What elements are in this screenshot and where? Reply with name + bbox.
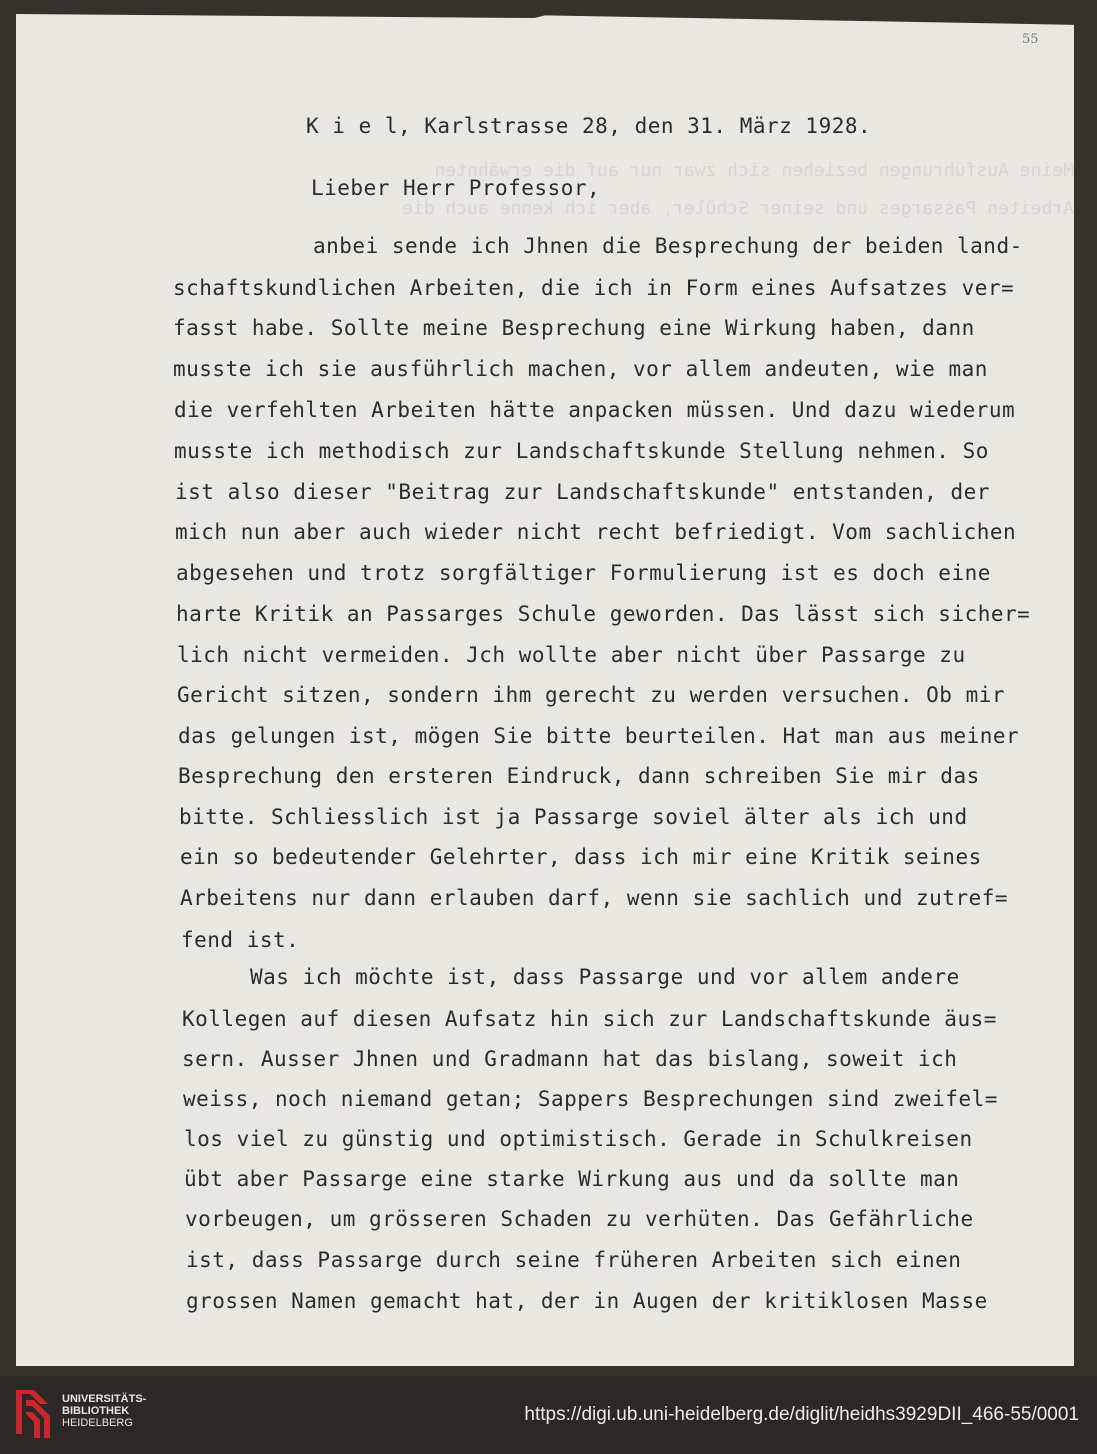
footer-bar (0, 1376, 1097, 1454)
bleed-through-line: Arbeiten Passarges und seiner Schüler, aber ich kenne auch die (402, 198, 1074, 219)
letter-line: mich nun aber auch wieder nicht recht befriedigt. Vom sachlichen (175, 520, 1017, 544)
letter-line: Gericht sitzen, sondern ihm gerecht zu werden versuchen. Ob mir (177, 683, 1006, 707)
letter-line: fend ist. (181, 928, 300, 952)
letter-line: Was ich möchte ist, dass Passarge und vor allem andere (250, 965, 960, 989)
letter-line: schaftskundlichen Arbeiten, die ich in Form eines Aufsatzes ver= (173, 276, 1015, 300)
letter-line: ein so bedeutender Gelehrter, dass ich mir eine Kritik seines (180, 845, 982, 869)
page-mark: 55 (1022, 32, 1039, 47)
letter-line: musste ich sie ausführlich machen, vor allem andeuten, wie man (173, 357, 988, 381)
letter-line: sern. Ausser Jhnen und Gradmann hat das bislang, soweit ich (182, 1047, 958, 1071)
letter-dateline: K i e l, Karlstrasse 28, den 31. März 1928. (306, 114, 872, 138)
library-name-line: UNIVERSITÄTS- (62, 1393, 147, 1405)
letter-line: Arbeitens nur dann erlauben darf, wenn sie sachlich und zutref= (180, 886, 1009, 910)
letter-line: die verfehlten Arbeiten hätte anpacken müssen. Und dazu wiederum (174, 398, 1016, 422)
permalink-url[interactable]: https://digi.ub.uni-heidelberg.de/diglit/heidhs3929DII_466-55/0001 (524, 1404, 1079, 1425)
letter-line: musste ich methodisch zur Landschaftskunde Stellung nehmen. So (174, 439, 989, 463)
letter-line: ist also dieser "Beitrag zur Landschaftskunde" entstanden, der (175, 480, 990, 504)
letter-line: los viel zu günstig und optimistisch. Gerade in Schulkreisen (184, 1127, 973, 1151)
letter-line: grossen Namen gemacht hat, der in Augen der kritiklosen Masse (186, 1289, 988, 1313)
letter-line: vorbeugen, um grösseren Schaden zu verhüten. Das Gefährliche (185, 1207, 974, 1231)
letter-line: Kollegen auf diesen Aufsatz hin sich zur Landschaftskunde äus= (182, 1007, 997, 1031)
letter-line: harte Kritik an Passarges Schule geworden. Das lässt sich sicher= (176, 602, 1031, 626)
library-name-line: BIBLIOTHEK (62, 1405, 130, 1417)
letter-line: lich nicht vermeiden. Jch wollte aber nicht über Passarge zu (177, 643, 966, 667)
library-logo-icon (12, 1386, 54, 1442)
bleed-through-line: Meine Ausführungen beziehen sich zwar nur auf die erwähnten (434, 160, 1074, 181)
letter-line: Besprechung den ersteren Eindruck, dann schreiben Sie mir das (178, 764, 980, 788)
letter-line: bitte. Schliesslich ist ja Passarge soviel älter als ich und (179, 805, 968, 829)
letter-line: übt aber Passarge eine starke Wirkung aus und da sollte man (184, 1167, 960, 1191)
letter-line: anbei sende ich Jhnen die Besprechung der beiden land- (313, 234, 1023, 258)
library-name-line: HEIDELBERG (62, 1417, 133, 1429)
letter-salutation: Lieber Herr Professor, (311, 176, 601, 200)
letter-line: weiss, noch niemand getan; Sappers Besprechungen sind zweifel= (183, 1087, 998, 1111)
letter-line: fasst habe. Sollte meine Besprechung eine Wirkung haben, dann (173, 316, 975, 340)
letter-line: abgesehen und trotz sorgfältiger Formulierung ist es doch eine (176, 561, 991, 585)
letter-line: ist, dass Passarge durch seine früheren Arbeiten sich einen (186, 1248, 962, 1272)
library-name (62, 1393, 146, 1429)
letter-line: das gelungen ist, mögen Sie bitte beurteilen. Hat man aus meiner (178, 724, 1020, 748)
